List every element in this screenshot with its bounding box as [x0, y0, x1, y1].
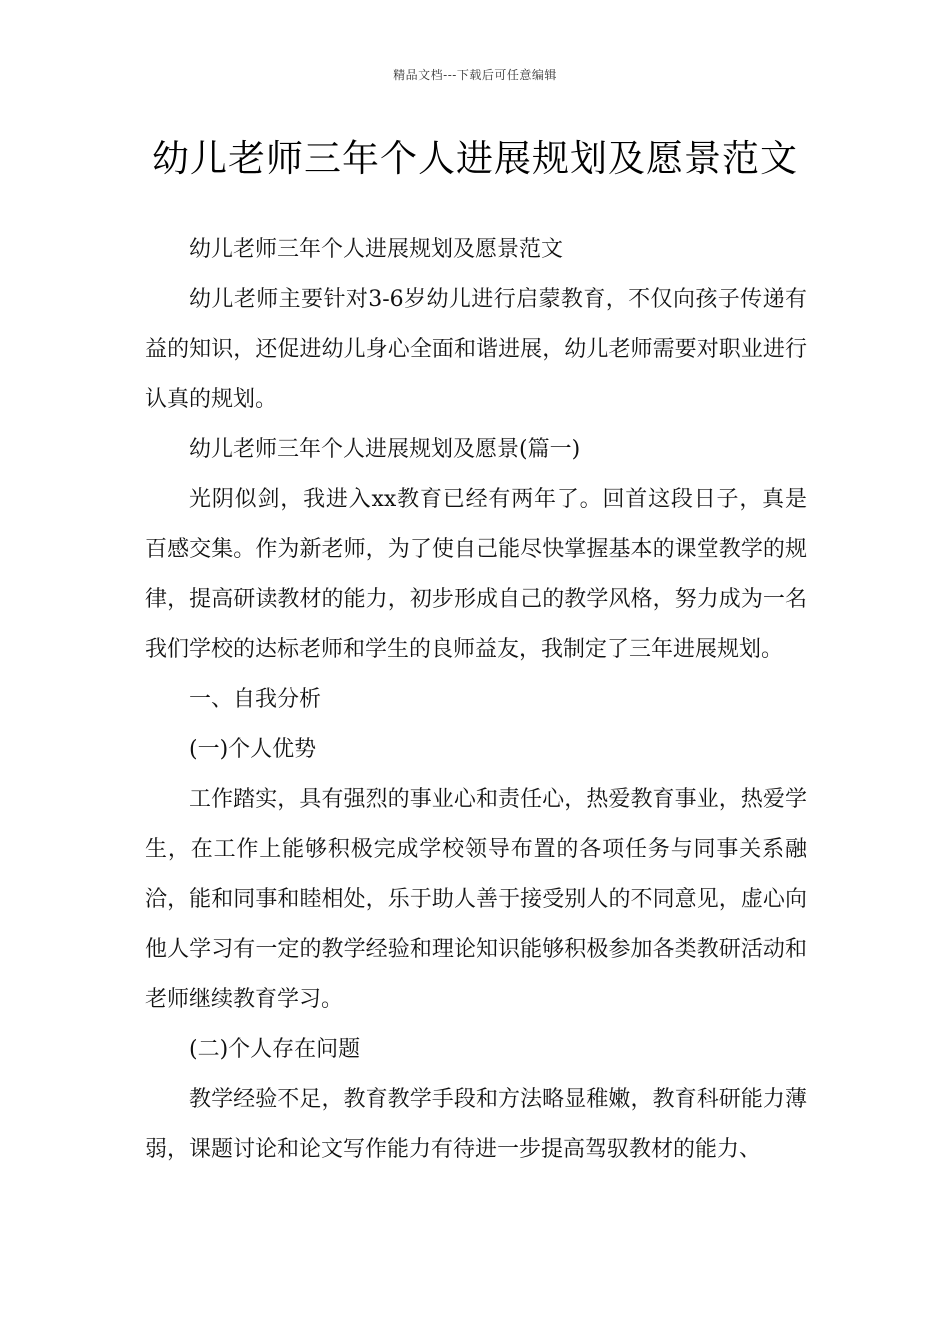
- paragraph-heading-problems: (二)个人存在问题: [189, 1037, 361, 1062]
- document-title: 幼儿老师三年个人进展规划及愿景范文: [152, 137, 798, 180]
- paragraph-heading-self-analysis: 一、自我分析: [189, 687, 322, 712]
- paragraph-opening: 光阴似剑，我进入xx教育已经有两年了。回首这段日子，真是百感交集。作为新老师，为了使自己能尽快掌握基本的课堂教学的规律，提高研读教材的能力，初步形成自己的教学风格，努力成为一名我们学校的达标老师和学生的良师益友，我制定了三年进展规划。: [145, 487, 807, 662]
- paragraph-intro: 幼儿老师主要针对3-6岁幼儿进行启蒙教育，不仅向孩子传递有益的知识，还促进幼儿身心全面和谐进展，幼儿老师需要对职业进行认真的规划。: [145, 287, 807, 412]
- paragraph-subtitle: 幼儿老师三年个人进展规划及愿景范文: [189, 237, 564, 262]
- paragraph-strengths: 工作踏实，具有强烈的事业心和责任心，热爱教育事业，热爱学生，在工作上能够积极完成学校领导布置的各项任务与同事关系融洽，能和同事和睦相处，乐于助人善于接受别人的不同意见，虚心向他人学习有一定的教学经验和理论知识能够积极参加各类教研活动和老师继续教育学习。: [145, 787, 807, 1012]
- document-body: [145, 225, 807, 1175]
- paragraph-problems: 教学经验不足，教育教学手段和方法略显稚嫩，教育科研能力薄弱，课题讨论和论文写作能力有待进一步提高驾驭教材的能力、: [145, 1087, 807, 1162]
- header-note: 精品文档---下载后可任意编辑: [393, 68, 557, 82]
- paragraph-heading-strengths: (一)个人优势: [189, 737, 317, 762]
- paragraph-section-heading: 幼儿老师三年个人进展规划及愿景(篇一): [189, 437, 581, 462]
